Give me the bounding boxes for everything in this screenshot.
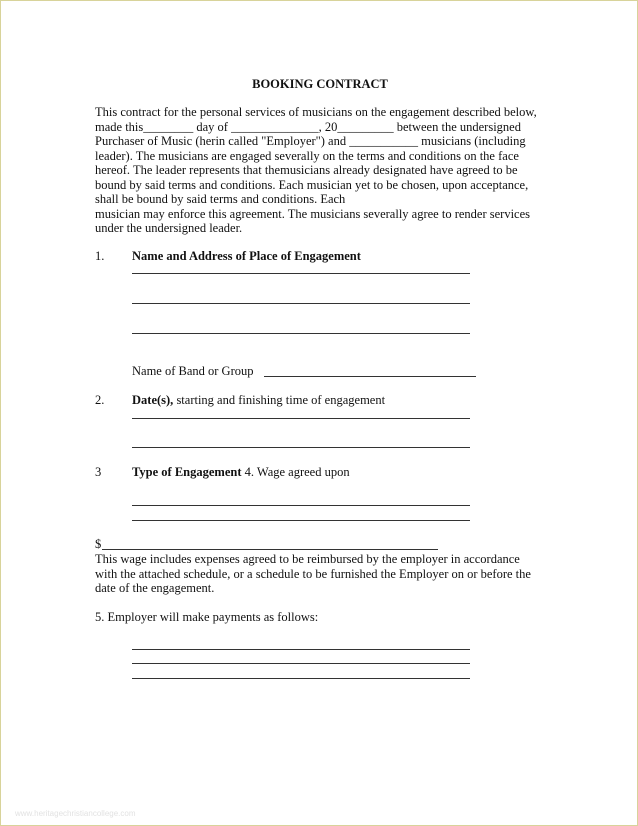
blank-line-dates-1[interactable] [132, 418, 470, 419]
blank-line-type-2[interactable] [132, 520, 470, 521]
blank-line-dates-2[interactable] [132, 447, 470, 448]
band-name-label: Name of Band or Group [132, 364, 254, 378]
item-2-text [132, 393, 385, 408]
blank-line-payments-2[interactable] [132, 663, 470, 664]
blank-line-engagement-2[interactable] [132, 303, 470, 304]
item-2-heading: Date(s), [132, 393, 174, 407]
intro-line-2: made this________ day of ______________, 20_________ between the undersigned [95, 120, 521, 134]
wage-line-3: date of the engagement. [95, 581, 215, 595]
intro-line-7: shall be bound by said terms and conditions. Each [95, 192, 346, 206]
item-2-rest: starting and finishing time of engagement [173, 393, 386, 407]
item-3-rest: 4. Wage agreed upon [241, 465, 350, 479]
wage-line-1: This wage includes expenses agreed to be reimbursed by the employer in accordance [95, 552, 520, 566]
item-5-text: 5. Employer will make payments as follows: [95, 610, 319, 624]
intro-line-6: bound by said terms and conditions. Each musician yet to be chosen, upon acceptance, [95, 178, 529, 192]
wage-dollar-sign: $ [95, 537, 102, 551]
item-2-number: 2. [95, 393, 105, 407]
item-3-heading: Type of Engagement [132, 465, 242, 479]
item-1-number: 1. [95, 249, 105, 263]
intro-line-3: Purchaser of Music (herin called "Employer") and ___________ musicians (including [95, 134, 526, 148]
watermark-text: www.heritagechristiancollege.com [15, 809, 136, 818]
document-title: BOOKING CONTRACT [252, 77, 388, 91]
intro-line-9: under the undersigned leader. [95, 221, 243, 235]
blank-line-payments-3[interactable] [132, 678, 470, 679]
intro-line-8: musician may enforce this agreement. The musicians severally agree to render services [95, 207, 531, 221]
blank-line-payments-1[interactable] [132, 649, 470, 650]
item-1-heading: Name and Address of Place of Engagement [132, 249, 361, 263]
intro-line-4: leader). The musicians are engaged severally on the terms and conditions on the face [95, 149, 519, 163]
item-3-text [132, 465, 350, 480]
intro-line-1: This contract for the personal services of musicians on the engagement described below, [95, 105, 537, 119]
item-3-number: 3 [95, 465, 102, 479]
blank-line-band-name[interactable] [264, 376, 476, 377]
blank-line-wage-amount[interactable] [102, 549, 438, 550]
blank-line-engagement-3[interactable] [132, 333, 470, 334]
wage-line-2: with the attached schedule, or a schedule to be furnished the Employer on or before the [95, 567, 531, 581]
blank-line-type-1[interactable] [132, 505, 470, 506]
blank-line-engagement-1[interactable] [132, 273, 470, 274]
intro-line-5: hereof. The leader represents that themusicians already designated have agreed to be [95, 163, 518, 177]
